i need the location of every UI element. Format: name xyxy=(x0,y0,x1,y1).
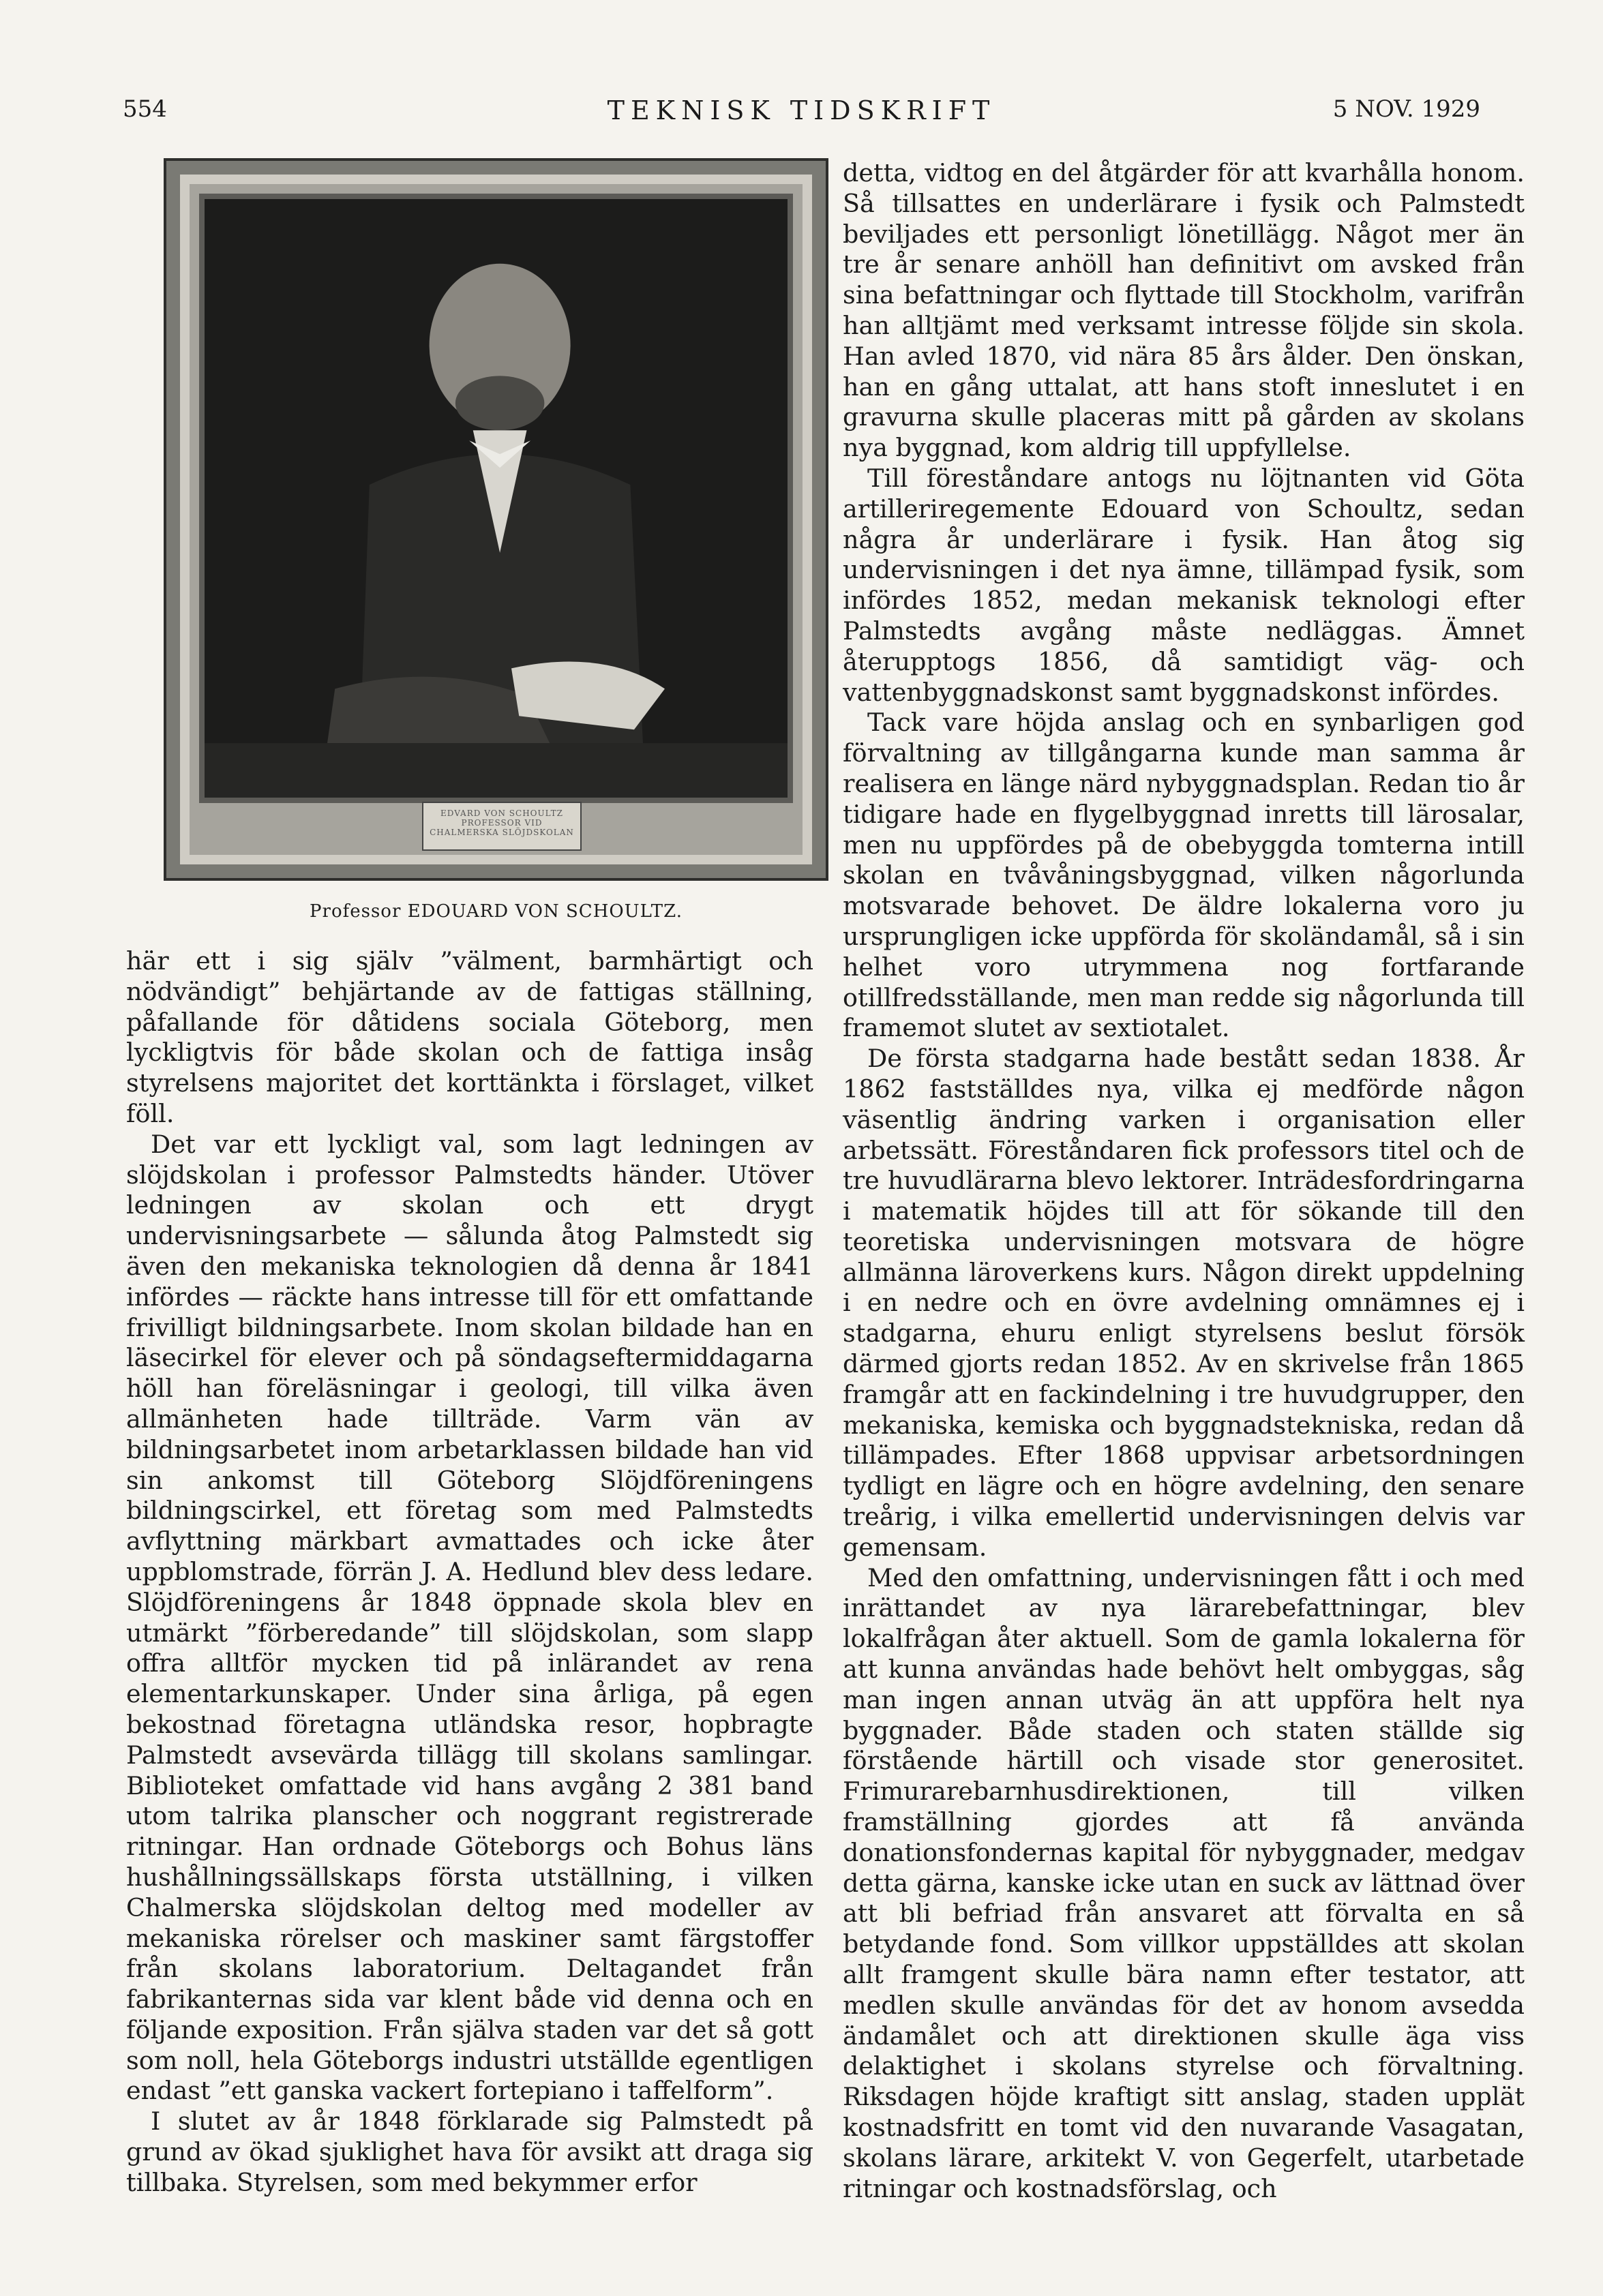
paragraph: detta, vidtog en del åtgärder för att kvarhålla honom. Så tillsattes en underlärare i fysik och Palmstedt beviljades ett personligt lönetillägg. Något mer än tre år senare anhöll han definitivt om avsked från sina befattningar och flyttade till Stockholm, varifrån han alltjämt med verksamt intresse följde sin skola. Han avled 1870, vid nära 85 års ålder. Den önskan, han en gång uttalat, att hans stoft inneslutet i en gravurna skulle placeras mitt på gården av skolans nya byggnad, kom aldrig till uppfyllelse. xyxy=(843,158,1525,463)
portrait-image xyxy=(199,194,793,803)
plaque-text: EDVARD VON SCHOULTZ PROFESSOR VID CHALMERSKA SLÖJDSKOLAN xyxy=(430,809,574,837)
left-column-text xyxy=(126,946,813,2199)
frame-plaque xyxy=(422,802,582,851)
paragraph: här ett i sig själv ”välment, barmhärtigt och nödvändigt” behjärtande av de fattigas ställning, påfallande för dåtidens sociala Göteborg, men lyckligtvis för både skolan och de fattiga insåg styrelsens majoritet det korttänkta i förslaget, vilket föll. xyxy=(126,946,813,1128)
paragraph: Tack vare höjda anslag och en synbarligen god förvaltning av tillgångarna kunde man samma år realisera en länge närd nybyggnadsplan. Redan tio år tidigare hade en flygelbyggnad inretts till lärosalar, men nu uppfördes på de obebyggda tomterna intill skolan en tvåvåningsbyggnad, vilken någorlunda motsvarade behovet. De äldre lokalerna voro ju ursprungligen icke uppförda för skoländamål, så i sin helhet voro utrymmena nog fortfarande otillfredsställande, men man redde sig någorlunda till framemot slutet av sextiotalet. xyxy=(843,708,1525,1043)
portrait-painting xyxy=(205,199,788,798)
journal-title: TEKNISK TIDSKRIFT xyxy=(607,95,996,125)
paragraph: De första stadgarna hade bestått sedan 1838. År 1862 fastställdes nya, vilka ej medförde någon väsentlig ändring varken i organisation eller arbetssätt. Föreståndaren fick professors titel och de tre huvudlärarna blevo lektorer. Inträdesfordringarna i matematik höjdes till att för sökande till den teoretiska undervisningen motsvara de högre allmänna läroverkens kurs. Någon direkt uppdelning i en nedre och en övre avdelning omnämnes ej i stadgarna, ehuru enligt styrelsens beslut försök därmed gjorts redan 1852. Av en skrivelse från 1865 framgår att en fackindelning i tre huvudgrupper, den mekaniska, kemiska och byggnadstekniska, redan då tillämpades. Efter 1868 uppvisar arbetsordningen tydligt en lägre och en högre avdelning, den senare treårig, i vilka emellertid undervisningen delvis var gemensam. xyxy=(843,1044,1525,1562)
paragraph: I slutet av år 1848 förklarade sig Palmstedt på grund av ökad sjuklighet hava för avsikt att draga sig tillbaka. Styrelsen, som med bekymmer erfor xyxy=(126,2106,813,2197)
portrait-figure xyxy=(164,158,828,922)
issue-date: 5 NOV. 1929 xyxy=(1332,95,1480,123)
paragraph: Med den omfattning, undervisningen fått i och med inrättandet av nya lärarebefattningar, blev lokalfrågan åter aktuell. Som de gamla lokalerna för att kunna användas hade behövt helt ombyggas, såg man ingen annan utväg än att uppföra helt nya byggnader. Både staden och staten ställde sig förstående härtill och visade stor generositet. Frimurarebarnhusdirektionen, till vilken framställning gjordes att få använda donationsfondernas kapital för nybyggnader, medgav detta gärna, kanske icke utan en suck av lättnad över att bli befriad från ansvaret att förvalta en så betydande fond. Som villkor uppställdes att skolan allt framgent skulle bära namn efter testator, att medlen skulle användas för det av honom avsedda ändamålet och att direktionen skulle äga viss delaktighet i skolans styrelse och förvaltning. Riksdagen höjde kraftigt sitt anslag, staden upplät kostnadsfritt en tomt vid den nuvarande Vasagatan, skolans lärare, arkitekt V. von Gegerfelt, utarbetade ritningar och kostnadsförslag, och xyxy=(843,1562,1525,2203)
figure-caption: Professor EDOUARD VON SCHOULTZ. xyxy=(310,901,683,922)
left-column xyxy=(126,158,813,2199)
page-header xyxy=(123,95,1480,136)
right-column xyxy=(843,158,1525,2204)
page-number: 554 xyxy=(123,95,167,123)
paragraph: Det var ett lyckligt val, som lagt ledningen av slöjdskolan i professor Palmstedts händer. Utöver ledningen av skolan och ett drygt undervisningsarbete — sålunda åtog Palmstedt sig även den mekaniska teknologien då denna år 1841 infördes — räckte hans intresse till för ett omfattande frivilligt bildningsarbete. Inom skolan bildade han en läsecirkel för elever och på söndagseftermiddagarna höll han föreläsningar i geologi, till vilka även allmänheten hade tillträde. Varm vän av bildningsarbetet inom arbetarklassen bildade han vid sin ankomst till Göteborg Slöjdföreningens bildningscirkel, ett företag som med Palmstedts avflyttning märkbart avmattades och icke åter uppblomstrade, förrän J. A. Hedlund blev dess ledare. Slöjdföreningens år 1848 öppnade skola blev en utmärkt ”förberedande” till slöjdskolan, som slapp offra alltför mycken tid på inlärandet av rena elementarkunskaper. Under sina årliga, på egen bekostnad företagna utländska resor, hopbragte Palmstedt avsevärda tillägg till skolans samlingar. Biblioteket omfattade vid hans avgång 2 381 band utom talrika planscher och noggrant registrerade ritningar. Han ordnade Göteborgs och Bohus läns hushållningssällskaps första utställning, i vilken Chalmerska slöjdskolan deltog med modeller av mekaniska rörelser och maskiner samt färgstoffer från skolans laboratorium. Deltagandet från fabrikanternas sida var klent både vid denna och en följande exposition. Från själva staden var det så gott som noll, hela Göteborgs industri utställde egentligen endast ”ett ganska vackert fortepiano i taffelform”. xyxy=(126,1129,813,2106)
portrait-frame xyxy=(164,158,828,881)
right-column-text xyxy=(843,158,1525,2204)
paragraph: Till föreståndare antogs nu löjtnanten vid Göta artilleriregemente Edouard von Schoultz, sedan några år underlärare i fysik. Han åtog sig undervisningen i det nya ämne, tillämpad fysik, som infördes 1852, medan mekanisk teknologi efter Palmstedts avgång måste nedläggas. Ämnet återupptogs 1856, då samtidigt väg- och vattenbyggnadskonst samt byggnadskonst infördes. xyxy=(843,463,1525,707)
